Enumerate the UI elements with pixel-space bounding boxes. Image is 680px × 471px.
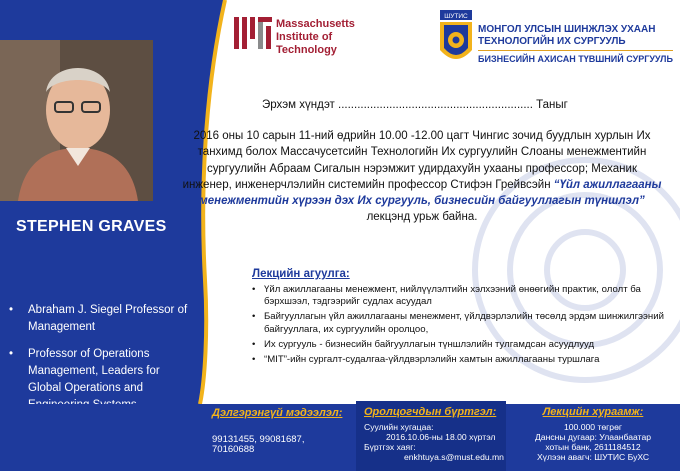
must-line: ТЕХНОЛОГИЙН ИХ СУРГУУЛЬ — [478, 36, 626, 47]
account-line: Дансны дугаар: Улаанбаатар — [534, 432, 652, 442]
mit-line: Massachusetts — [276, 18, 355, 30]
fee-title: Лекцийн хураамж: — [542, 406, 644, 418]
info-box — [202, 401, 356, 471]
registration-title: Оролцогчдын бүртгэл: — [364, 406, 497, 418]
agenda-item: • Байгууллагын үйл ажиллагааны менежмент, үйлдвэрлэлийн төсөлд эрдэм шинжилгээний байгууллага, их сургуулийн оролцоо, — [246, 311, 666, 335]
agenda-list — [246, 284, 666, 369]
deadline-value: 2016.10.06-ны 18.00 хүртэл — [386, 432, 496, 442]
speaker-name: STEPHEN GRAVES — [16, 218, 167, 235]
mit-line: Technology — [276, 44, 337, 56]
agenda-item: • Үйл ажиллагааны менежмент, нийлүүлэлтийн хэлхээний өнөөгийн практик, ололт ба бэрхшээл, тэдгээрийг судлах асуудал — [246, 284, 666, 308]
invitation-body — [182, 128, 662, 226]
mit-wordmark — [276, 18, 355, 57]
contact-label: Бүртгэх хаяг: — [364, 442, 416, 452]
mit-logo-icon — [234, 17, 272, 49]
agenda-item: • Их сургууль - бизнесийн байгууллагын түншлэлийн тулгамдсан асуудлууд — [246, 339, 666, 351]
body-text-part: лекцэнд урьж байна. — [366, 211, 478, 224]
fee-box — [506, 401, 680, 471]
must-emblem-icon — [438, 10, 474, 68]
agenda-item: • “MIT”-ийн сургалт-судалгаа-үйлдвэрлэлийн хамтын ажиллагааны туршлага — [246, 354, 666, 366]
deadline-label: Суулийн хугацаа: — [364, 422, 434, 432]
must-line: БИЗНЕСИЙН АХИСАН ТҮВШНИЙ СУРГУУЛЬ — [478, 50, 673, 65]
must-line: МОНГОЛ УЛСЫН ШИНЖЛЭХ УХААН — [478, 24, 656, 35]
speaker-title-item: • Professor of Operations Management, Leaders for Global Operations and — [6, 346, 188, 414]
agenda-heading: Лекцийн агуулга: — [252, 268, 350, 280]
body-text-part: 2016 оны 10 сарын 11-ний өдрийн 10.00 -12.00 цагт Чингис зочид буудлын хурлын Их танхимд болох Массачусетсийн Технологийн Их сургуулийн Слоаны менежментийн сургуулийн Абраам Сигалын нэрэмжит удирдахуйн ухааны профессор; Механик инженер, инженерчлэлийн системийн профессор Стифэн Грейвсэйн — [182, 130, 651, 191]
account-line: хотын банк, 2611184512 — [545, 442, 641, 452]
phone-numbers: 99131455, 99081687, 70160688 — [212, 434, 305, 455]
must-badge-text: ШУТИС — [444, 13, 468, 20]
registration-email[interactable]: enkhtuya.s@must.edu.mn — [404, 452, 504, 462]
registration-box — [356, 401, 506, 471]
mit-line: Institute of — [276, 31, 333, 43]
fee-amount: 100.000 төгрөг — [564, 422, 622, 432]
must-wordmark — [478, 24, 673, 65]
greeting-line: Эрхэм хүндэт ............................................................. Таныг — [262, 99, 568, 111]
lecture-title: “Үйл ажиллагааны менежментийн хүрээн дэх Их сургууль, бизнесийн байгууллагын түншлэл” — [199, 178, 662, 208]
speaker-title-item: • Abraham J. Siegel Professor of Management — [6, 302, 188, 336]
speaker-photo — [0, 40, 153, 201]
info-title: Дэлгэрэнгүй мэдээлэл: — [212, 407, 343, 419]
fee-recipient: Хүлээн авагч: ШУТИС БуХС — [536, 452, 650, 462]
